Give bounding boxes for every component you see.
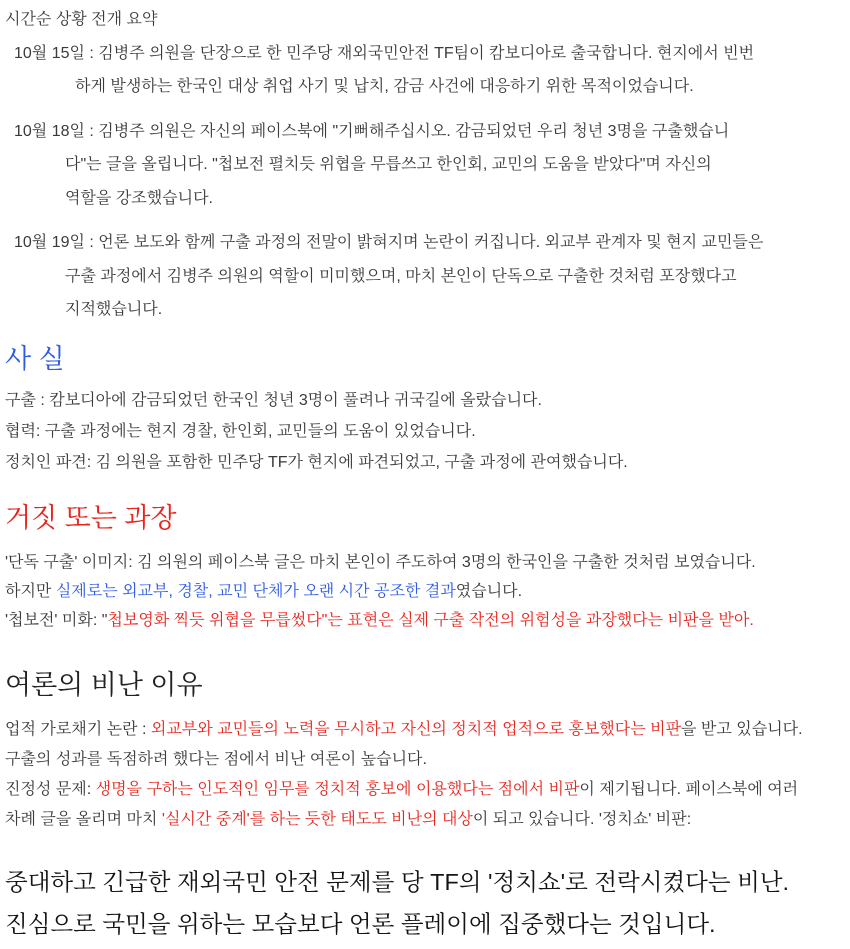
timeline-entry-line: 10월 18일 : 김병주 의원은 자신의 페이스북에 "기뻐해주십시오. 감금되었던 우리 청년 3명을 구출했습니 bbox=[14, 122, 730, 140]
timeline-entry-line: 역할을 강조했습니다. bbox=[65, 189, 213, 207]
falsehood-line: '단독 구출' 이미지: 김 의원의 페이스북 글은 마치 본인이 주도하여 3명의 한국인을 구출한 것처럼 보였습니다. bbox=[5, 553, 756, 571]
plain-text: 였습니다. bbox=[455, 582, 523, 600]
plain-text: 진정성 문제: bbox=[5, 780, 96, 798]
plain-text: 이 제기됩니다. 페이스북에 여러 bbox=[579, 780, 799, 798]
facts-heading: 사 실 bbox=[5, 343, 65, 374]
criticism-line bbox=[5, 805, 850, 835]
red-emphasis: '실시간 중계'를 하는 듯한 태도도 비난의 대상 bbox=[161, 810, 473, 828]
timeline-entry-line: 하게 발생하는 한국인 대상 취업 사기 및 납치, 감금 사건에 대응하기 위한 목적이었습니다. bbox=[75, 78, 694, 95]
plain-text: 차례 글을 올리며 마치 bbox=[5, 810, 162, 828]
plain-text: 하지만 bbox=[5, 582, 56, 600]
criticism-line bbox=[5, 715, 850, 745]
timeline-entry-line: 10월 15일 : 김병주 의원을 단장으로 한 민주당 재외국민안전 TF팀이 캄보디아로 출국합니다. 현지에서 빈번 bbox=[14, 44, 755, 62]
red-emphasis: 첩보영화 찍듯 위협을 무릅썼다"는 표현은 실제 구출 작전의 위험성을 과장했다는 비판을 받아. bbox=[107, 611, 754, 629]
timeline-title: 시간순 상황 전개 요약 bbox=[5, 11, 158, 28]
plain-text: 을 받고 있습니다. bbox=[681, 720, 803, 738]
fact-item: 구출 : 캄보디아에 감금되었던 한국인 청년 3명이 풀려나 귀국길에 올랐습니다. bbox=[5, 391, 542, 409]
plain-text: 이 되고 있습니다. '정치쇼' 비판: bbox=[472, 810, 692, 828]
timeline-entry-line: 다"는 글을 올립니다. "첩보전 펼치듯 위협을 무릅쓰고 한인회, 교민의 도움을 받았다"며 자신의 bbox=[65, 156, 712, 173]
plain-text: '첩보전' 미화: " bbox=[5, 611, 108, 629]
timeline-entry-line: 10월 19일 : 언론 보도와 함께 구출 과정의 전말이 밝혀지며 논란이 커집니다. 외교부 관계자 및 현지 교민들은 bbox=[14, 234, 764, 251]
falsehood-line bbox=[5, 606, 850, 635]
red-emphasis: 외교부와 교민들의 노력을 무시하고 자신의 정치적 업적으로 홍보했다는 비판 bbox=[150, 720, 682, 738]
plain-text: 업적 가로채기 논란 : bbox=[5, 720, 151, 738]
timeline-entry-line: 구출 과정에서 김병주 의원의 역할이 미미했으며, 마치 본인이 단독으로 구출한 것처럼 포장했다고 bbox=[65, 267, 737, 285]
blue-emphasis: 실제로는 외교부, 경찰, 교민 단체가 오랜 시간 공조한 결과 bbox=[55, 582, 456, 600]
criticism-line bbox=[5, 775, 850, 805]
red-emphasis: 생명을 구하는 인도적인 임무를 정치적 홍보에 이용했다는 점에서 비판 bbox=[95, 780, 580, 798]
criticism-line: 구출의 성과를 독점하려 했다는 점에서 비난 여론이 높습니다. bbox=[5, 750, 427, 768]
conclusion-line: 진심으로 국민을 위하는 모습보다 언론 플레이에 집중했다는 것입니다. bbox=[5, 910, 716, 937]
criticism-heading: 여론의 비난 이유 bbox=[5, 669, 203, 700]
falsehood-line bbox=[5, 577, 850, 606]
timeline-entry-line: 지적했습니다. bbox=[65, 301, 163, 318]
fact-item: 정치인 파견: 김 의원을 포함한 민주당 TF가 현지에 파견되었고, 구출 과정에 관여했습니다. bbox=[5, 453, 628, 471]
timeline-entry-oct18 bbox=[5, 115, 850, 216]
falsehood-heading: 거짓 또는 과장 bbox=[5, 502, 177, 533]
timeline-entry-oct19 bbox=[5, 226, 850, 327]
timeline-entry-oct15 bbox=[5, 37, 850, 104]
conclusion-line: 중대하고 긴급한 재외국민 안전 문제를 당 TF의 '정치쇼'로 전락시켰다는 비난. bbox=[5, 868, 790, 895]
fact-item: 협력: 구출 과정에는 현지 경찰, 한인회, 교민들의 도움이 있었습니다. bbox=[5, 422, 476, 440]
